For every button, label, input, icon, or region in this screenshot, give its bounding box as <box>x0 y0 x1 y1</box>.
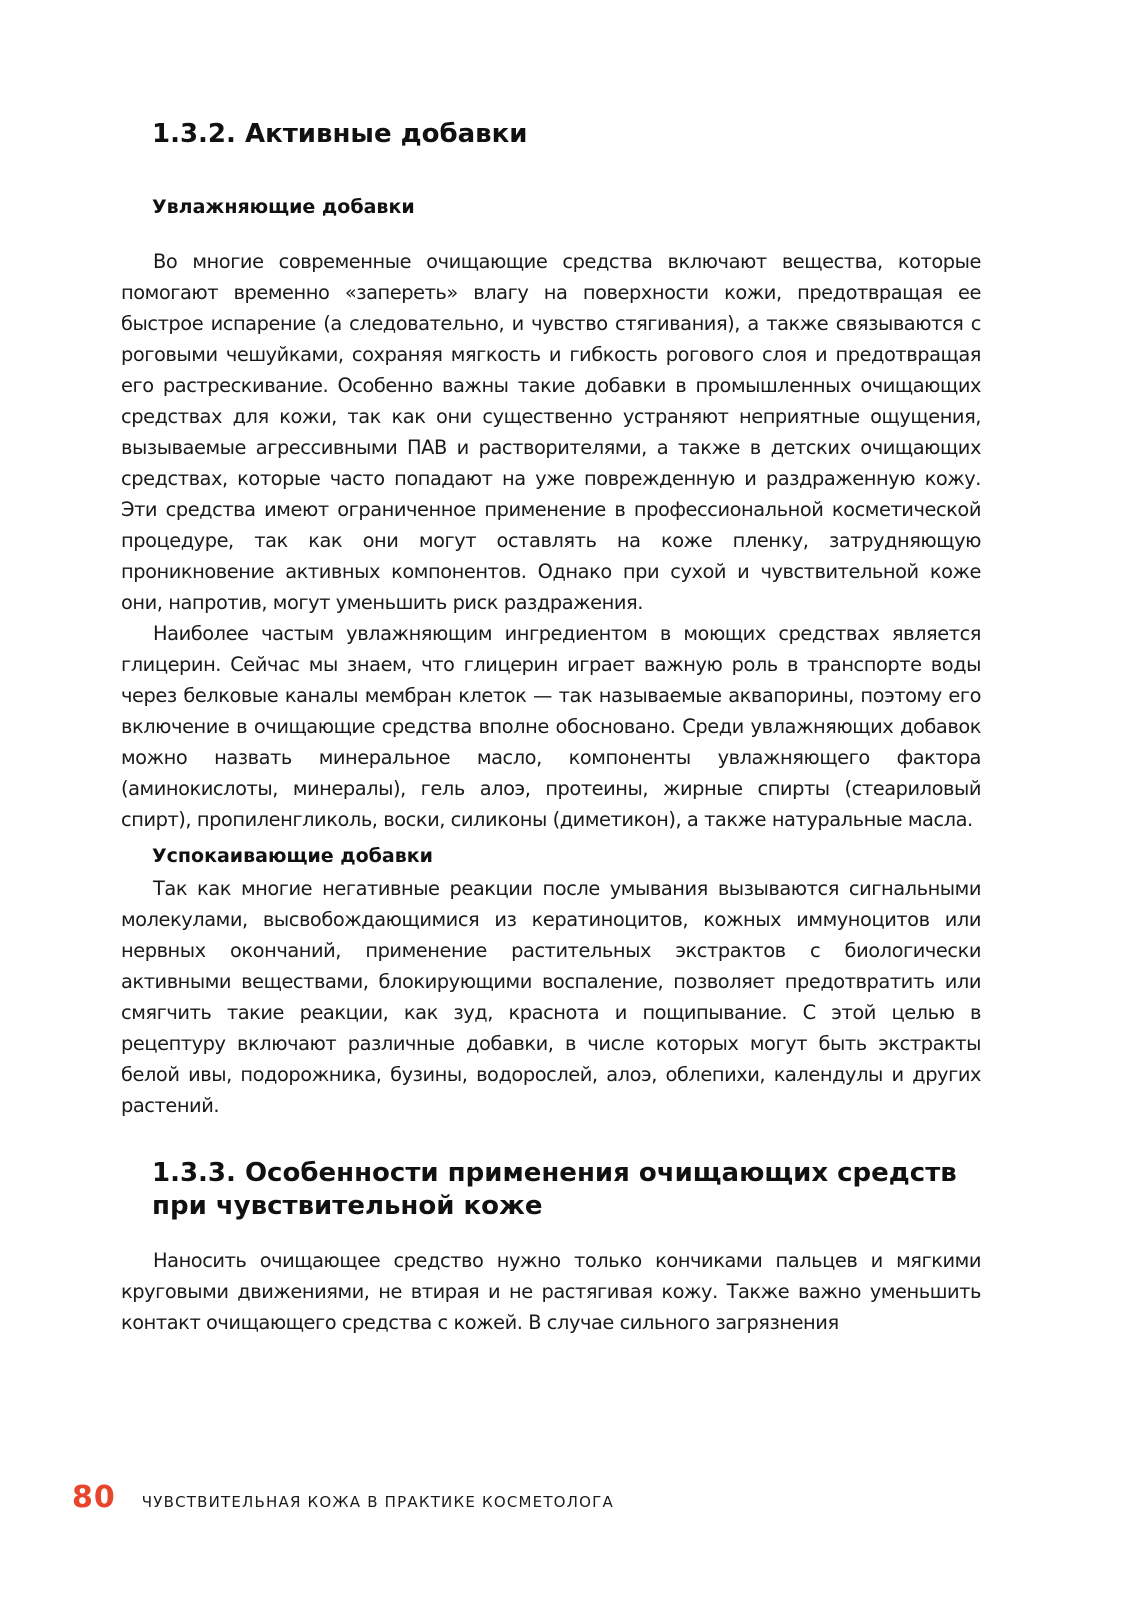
section-heading-1-3-3-line2: при чувствительной коже <box>152 1191 543 1221</box>
section-heading-1-3-3 <box>152 1157 981 1223</box>
running-title: ЧУВСТВИТЕЛЬНАЯ КОЖА В ПРАКТИКЕ КОСМЕТОЛОГА <box>141 1493 614 1511</box>
subheading-soothing-additives: Успокаивающие добавки <box>152 845 433 867</box>
section-heading-1-3-3-line1: 1.3.3. Особенности применения очищающих средств <box>152 1158 957 1188</box>
subheading-moisturizing-additives: Увлажняющие добавки <box>152 196 415 218</box>
paragraph-moisturizing-1: Во многие современные очищающие средства включают вещества, которые помогают временно «запереть» влагу на поверхности кожи, предотвращая ее быстрое испарение (а следовательно, и чувство стягивания), а также связываются с роговыми чешуйками, сохраняя мягкость и гибкость рогового слоя и предотвращая его растрескивание. Особенно важны такие добавки в промышленных очищающих средствах для кожи, так как они существенно устраняют неприятные ощущения, вызываемые агрессивными ПАВ и растворителями, а также в детских очищающих средствах, которые часто попадают на уже поврежденную и раздраженную кожу. Эти средства имеют ограниченное применение в профессиональной косметической процедуре, так как они могут оставлять на коже пленку, затрудняющую проникновение активных компонентов. Однако при сухой и чувствительной коже они, напротив, могут уменьшить риск раздражения. <box>121 250 981 614</box>
page-footer <box>72 1480 614 1515</box>
paragraph-soothing: Так как многие негативные реакции после умывания вызываются сигнальными молекулами, высвобождающимися из кератиноцитов, кожных иммуноцитов или нервных окончаний, применение растительных экстрактов с биологически активными веществами, блокирующими воспаление, позволяет предотвратить или смягчить такие реакции, как зуд, краснота и пощипывание. С этой целью в рецептуру включают различные добавки, в числе которых могут быть экстракты белой ивы, подорожника, бузины, водорослей, алоэ, облепихи, календулы и других растений. <box>121 877 981 1117</box>
paragraph-sensitive-skin-application: Наносить очищающее средство нужно только кончиками пальцев и мягкими круговыми движениями, не втирая и не растягивая кожу. Также важно уменьшить контакт очищающего средства с кожей. В случае сильного загрязнения <box>121 1249 981 1334</box>
section-heading-1-3-2: 1.3.2. Активные добавки <box>152 119 528 149</box>
page-number: 80 <box>72 1480 116 1515</box>
paragraph-moisturizing-2: Наиболее частым увлажняющим ингредиентом в моющих средствах является глицерин. Сейчас мы знаем, что глицерин играет важную роль в транспорте воды через белковые каналы мембран клеток — так называемые аквапорины, поэтому его включение в очищающие средства вполне обосновано. Среди увлажняющих добавок можно назвать минеральное масло, компоненты увлажняющего фактора (аминокислоты, минералы), гель алоэ, протеины, жирные спирты (стеариловый спирт), пропиленгликоль, воски, силиконы (диметикон), а также натуральные масла. <box>121 622 981 831</box>
page-content <box>121 118 981 1338</box>
